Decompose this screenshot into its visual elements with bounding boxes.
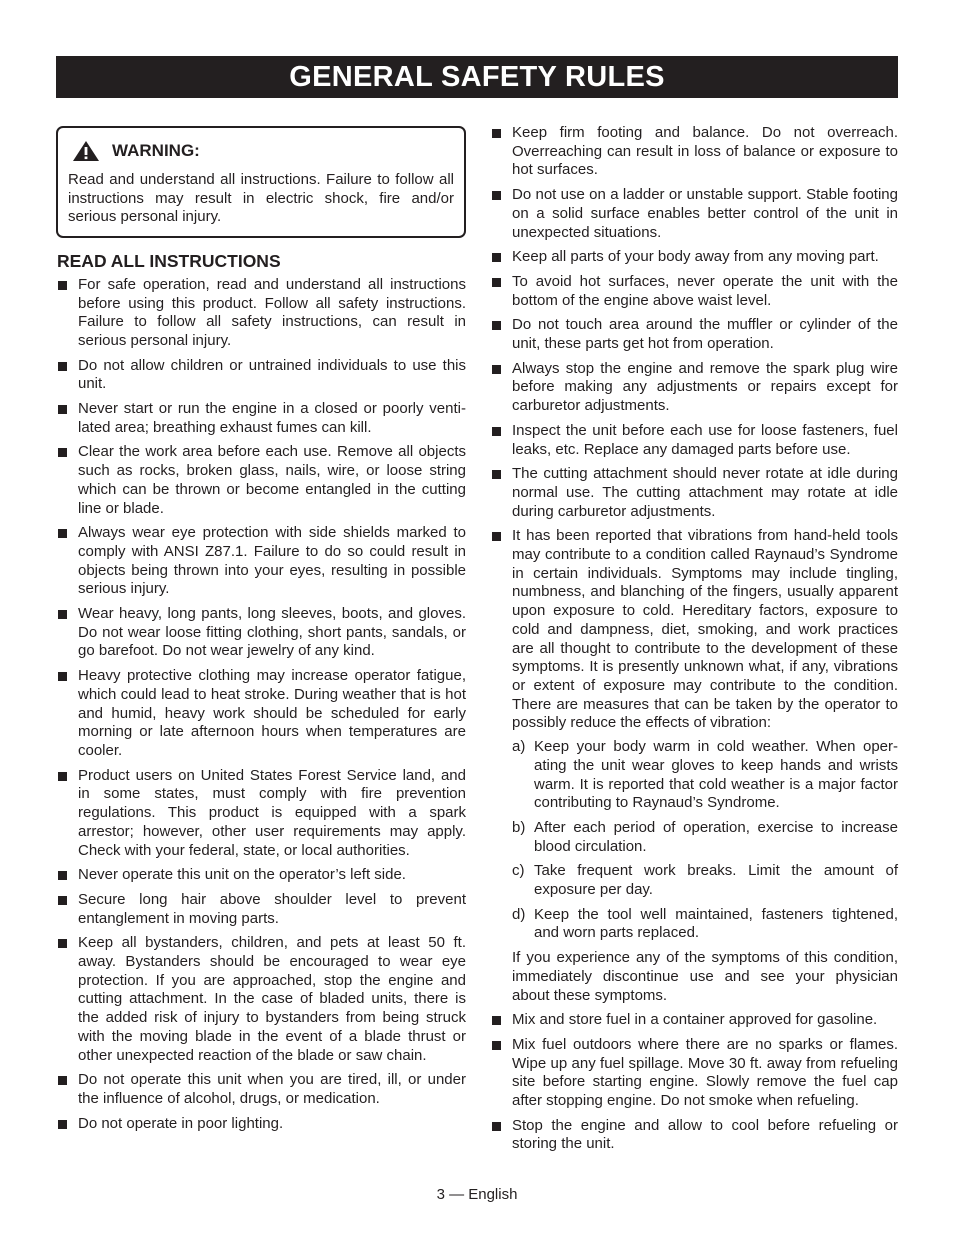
warning-box (56, 126, 466, 238)
raynaud-sublist (512, 738, 898, 943)
list-item: Mix fuel outdoors where there are no sparks or flames. Wipe up any fuel spillage. Move 30 ft. away from refueling site before starting engine. Slowly remove the fuel cap after stopping engine. Do not smoke when refueling. (490, 1036, 898, 1111)
sub-item-letter: b) (512, 818, 526, 836)
sub-item-text: After each period of operation, exercise to increase blood circulation. (534, 818, 898, 855)
left-column (56, 124, 466, 1139)
sub-list-item (512, 906, 898, 943)
list-item: Keep all bystanders, children, and pets at least 50 ft. away. Bystanders should be encouraged to wear eye protection. If you are approached, stop the engine and cutting attachment. In the case of bladed units, there is the added risk of injury to bystanders from being struck with the moving blade in the event of a blade thrust or other unexpected reaction of the blade or saw chain. (56, 934, 466, 1065)
page-number: 3 — English (436, 1186, 518, 1203)
list-item: Always stop the engine and remove the spark plug wire before making any adjustments or repairs except for carburetor adjustments. (490, 360, 898, 416)
sub-item-text: Keep the tool well maintained, fasteners tightened, and worn parts replaced. (534, 905, 898, 942)
raynaud-text: It has been reported that vibrations from hand-held tools may contribute to a condition called Raynaud’s Syndrome in certain individuals. Symptoms may include tingling, numbness, and blanching of the fingers, usually apparent upon exposure to cold. Hereditary factors, exposure to cold and dampness, diet, smoking, and work practices are all thought to contribute to the development of these symptoms. It is presently unknown what, if any, vibrations or extent of exposure may contribute to the condition. There are measures that can be taken by the operator to possibly reduce the effects of vibration: (512, 527, 898, 732)
list-item: Do not touch area around the muffler or cylinder of the unit, these parts get hot from operation. (490, 316, 898, 353)
list-item: Secure long hair above shoulder level to prevent entanglement in moving parts. (56, 891, 466, 928)
left-bullet-list (56, 276, 466, 1134)
warning-heading (68, 140, 454, 162)
list-item: Inspect the unit before each use for loose fasteners, fuel leaks, etc. Replace any damaged parts before use. (490, 422, 898, 459)
sub-item-letter: c) (512, 862, 525, 880)
warning-text: Read and understand all instructions. Failure to follow all instructions may result in electric shock, fire and/or serious personal injury. (68, 171, 454, 226)
sub-item-text: Keep your body warm in cold weather. When oper-ating the unit wear gloves to keep hands and wrists warm. It is reported that cold weather is a major factor contributing to Raynaud’s Syndrome. (534, 738, 898, 812)
sub-list-item (512, 819, 898, 856)
list-item: Keep firm footing and balance. Do not overreach. Overreaching can result in loss of balance or exposure to hot surfaces. (490, 124, 898, 180)
list-item: Clear the work area before each use. Remove all objects such as rocks, broken glass, nails, wire, or loose string which can be thrown or become entangled in the cutting line or blade. (56, 443, 466, 518)
list-item: For safe operation, read and understand all instructions before using this product. Follow all safety instructions. Failure to follow all safety instructions, can result in serious personal injury. (56, 276, 466, 351)
section-title: READ ALL INSTRUCTIONS (57, 251, 281, 272)
warning-triangle-icon (72, 140, 100, 162)
list-item: Never operate this unit on the operator’s left side. (56, 866, 466, 885)
sub-list-item (512, 738, 898, 813)
list-item: Heavy protective clothing may increase operator fatigue, which could lead to heat stroke. During weather that is hot and humid, heavy work should be scheduled for early morning or late afternoon hours when temperatures are cooler. (56, 667, 466, 761)
list-item: The cutting attachment should never rotate at idle during normal use. The cutting attachment may rotate at idle during carburetor adjustments. (490, 465, 898, 521)
page-title: GENERAL SAFETY RULES (56, 56, 898, 98)
right-column (490, 124, 898, 1160)
list-item: Product users on United States Forest Service land, and in some states, must comply with fire prevention regulations. This product is equipped with a spark arrestor; however, other user requirements may apply. Check with your federal, state, or local authorities. (56, 767, 466, 861)
list-item: Always wear eye protection with side shields marked to comply with ANSI Z87.1. Failure to do so could result in objects being thrown into your eyes, resulting in possible serious injury. (56, 524, 466, 599)
right-bullet-list (490, 124, 898, 1154)
list-item: To avoid hot surfaces, never operate the unit with the bottom of the engine above waist level. (490, 273, 898, 310)
sub-item-letter: a) (512, 738, 526, 756)
list-item: Do not operate in poor lighting. (56, 1115, 466, 1134)
list-item: Wear heavy, long pants, long sleeves, boots, and gloves. Do not wear loose fitting clothing, short pants, sandals, or go barefoot. Do not wear jewelry of any kind. (56, 605, 466, 661)
list-item: Do not use on a ladder or unstable support. Stable footing on a solid surface enables better control of the unit in unexpected situations. (490, 186, 898, 242)
raynaud-followup: If you experience any of the symptoms of this condition, immediately discontinue use and see your physician about these symptoms. (512, 949, 898, 1004)
sub-item-text: Take frequent work breaks. Limit the amount of exposure per day. (534, 862, 898, 899)
warning-title: WARNING: (112, 140, 200, 160)
list-item: Keep all parts of your body away from any moving part. (490, 248, 898, 267)
list-item: Do not operate this unit when you are tired, ill, or under the influence of alcohol, drugs, or medication. (56, 1071, 466, 1108)
raynaud-item (490, 527, 898, 1005)
list-item: Stop the engine and allow to cool before refueling or storing the unit. (490, 1117, 898, 1154)
sub-item-letter: d) (512, 905, 526, 923)
sub-list-item (512, 862, 898, 899)
list-item: Never start or run the engine in a closed or poorly venti-lated area; breathing exhaust fumes can kill. (56, 400, 466, 437)
list-item: Mix and store fuel in a container approved for gasoline. (490, 1011, 898, 1030)
list-item: Do not allow children or untrained individuals to use this unit. (56, 357, 466, 394)
